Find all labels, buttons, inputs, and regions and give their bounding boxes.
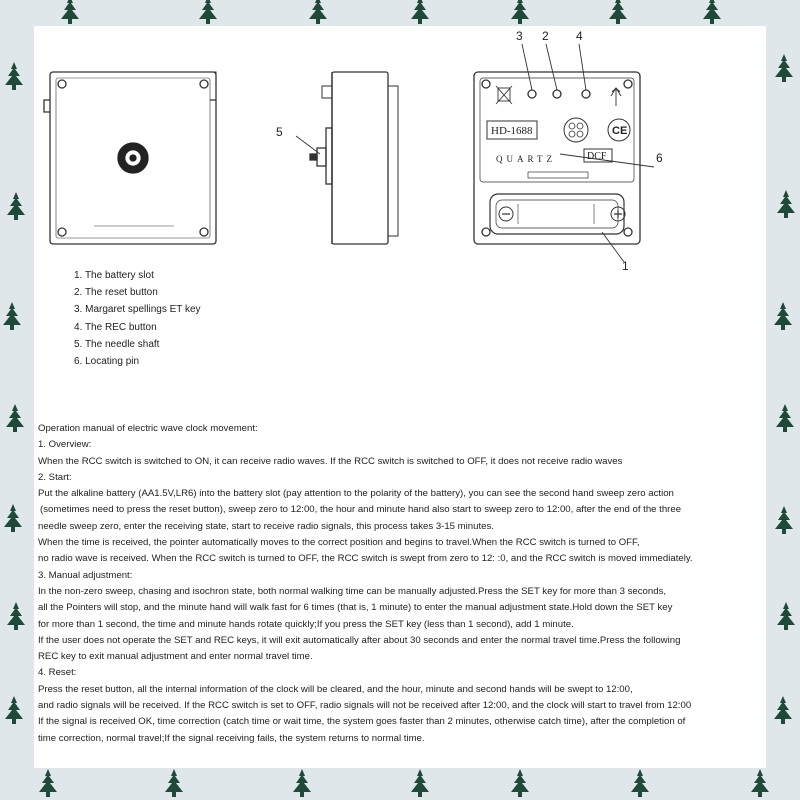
paragraph-line: When the time is received, the pointer automatically moves to the correct position and begins to travel.When the RCC switch is turned to OFF, <box>38 537 640 549</box>
parts-legend <box>74 267 201 370</box>
instruction-sheet <box>34 26 766 768</box>
legend-item: 6. Locating pin <box>74 356 140 368</box>
movement-front-view <box>44 72 216 244</box>
paragraph-line: Put the alkaline battery (AA1.5V,LR6) into the battery slot (pay attention to the polarity of the battery), you can see the second hand sweep zero action <box>38 488 674 500</box>
legend-item: 1. The battery slot <box>74 270 154 281</box>
paragraph-line: needle sweep zero, enter the receiving state, start to receive radio signals, this process takes 3-15 minutes. <box>38 520 494 532</box>
movement-side-view <box>310 72 398 244</box>
dcf-label: DCF <box>587 151 607 162</box>
manual-title: Operation manual of electric wave clock movement: <box>38 423 258 434</box>
paragraph-line: no radio wave is received. When the RCC switch is turned to OFF, the RCC switch is swept from zero to 12: :0, and the RCC switch is moved immediately. <box>38 553 693 565</box>
callout-4: 4 <box>576 29 583 43</box>
section-heading: 4. Reset: <box>38 667 77 679</box>
callout-3: 3 <box>516 29 523 43</box>
callout-6: 6 <box>656 151 663 165</box>
paragraph-line: and radio signals will be received. If the RCC switch is set to OFF, radio signals will not be received after 12:00, and the clock will start to travel from 12:00 <box>38 700 692 712</box>
paragraph-line: In the non-zero sweep, chasing and isochron state, both normal walking time can be manually adjusted.Press the SET key for more than 3 seconds, <box>38 585 667 597</box>
paragraph-line: When the RCC switch is switched to ON, it can receive radio waves. If the RCC switch is switched to OFF, it does not receive radio waves <box>38 455 623 467</box>
ce-mark: CE <box>612 125 628 137</box>
callout-2: 2 <box>542 29 549 43</box>
antenna-icon <box>611 88 621 106</box>
paragraph-line: If the signal is received OK, time correction (catch time or wait time, the system goes faster than 2 minutes, otherwise catch time), after the completion of <box>38 716 686 728</box>
paragraph-line: REC key to exit manual adjustment and enter normal travel time. <box>38 651 313 663</box>
paragraph-line: Press the reset button, all the internal information of the clock will be cleared, and the hour, minute and second hands will be swept to 12:00, <box>38 683 633 695</box>
brand-text: QUARTZ <box>496 154 556 164</box>
legend-item: 4. The REC button <box>74 321 157 333</box>
weee-bin-icon <box>496 86 512 104</box>
section-heading: 2. Start: <box>38 471 72 483</box>
paragraph-line: (sometimes need to press the reset button), sweep zero to 12:00, the hour and minute hand also start to sweep zero to 12:00, after the end of the three <box>40 504 682 516</box>
callout-5: 5 <box>276 125 283 139</box>
paragraph-line: If the user does not operate the SET and REC keys, it will exit automatically after about 30 seconds and enter the normal travel time.Press the following <box>38 634 681 646</box>
legend-item: 3. Margaret spellings ET key <box>74 304 201 316</box>
paragraph-line: for more than 1 second, the time and minute hands rotate quickly;If you press the SET key (less than 1 second), add 1 minute. <box>38 618 574 630</box>
section-heading: 3. Manual adjustment: <box>38 569 133 581</box>
legend-item: 5. The needle shaft <box>74 338 160 350</box>
clock-movement-diagram <box>34 26 766 276</box>
callout-1: 1 <box>622 259 629 273</box>
legend-item: 2. The reset button <box>74 287 158 299</box>
model-label: HD-1688 <box>491 125 533 137</box>
operation-manual <box>38 421 766 747</box>
section-heading: 1. Overview: <box>38 439 92 451</box>
paragraph-line: time correction, normal travel;If the signal receiving fails, the system returns to normal time. <box>38 732 425 744</box>
paragraph-line: all the Pointers will stop, and the minute hand will walk fast for 6 times (that is, 1 minute) to enter the manual adjustment state.Hold down the SET key <box>38 602 673 614</box>
